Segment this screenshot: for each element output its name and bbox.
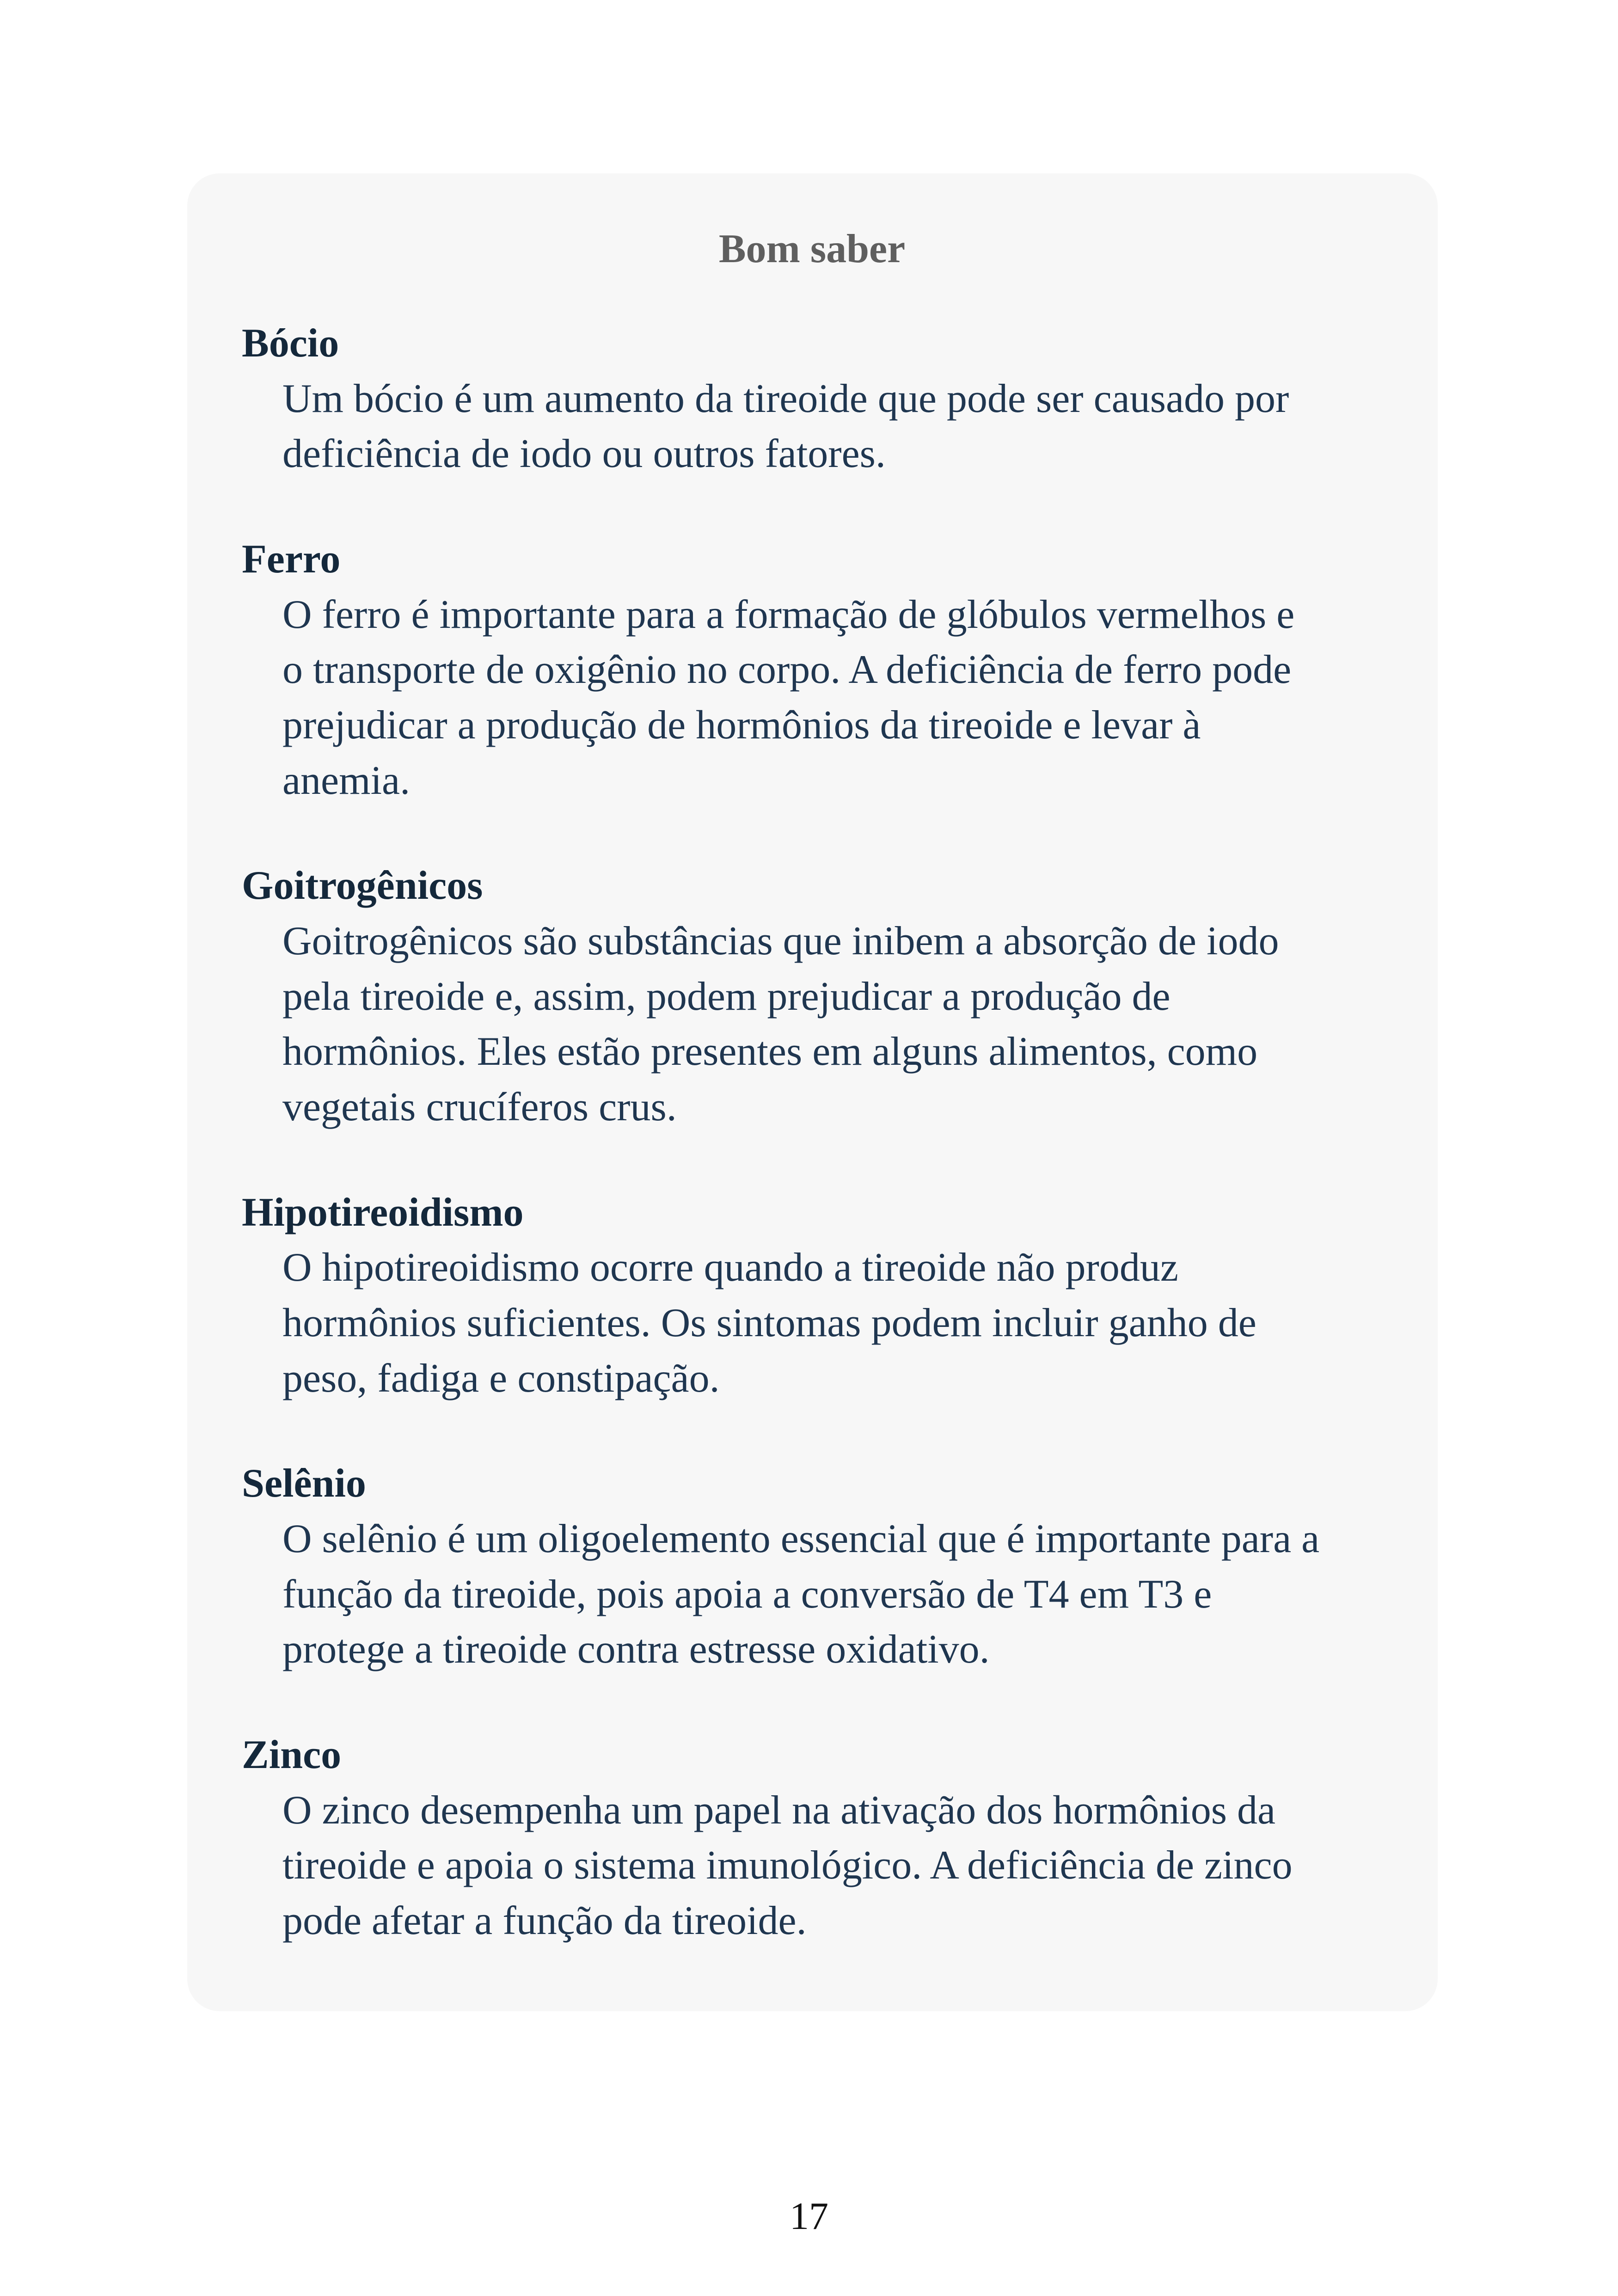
glossary-entry-zinco: [242, 1727, 1382, 1949]
box-title: Bom saber: [718, 227, 906, 271]
term-bocio: Bócio: [242, 321, 339, 366]
term-zinco: Zinco: [242, 1732, 342, 1778]
definition-hipotireoidismo: O hipotireoidismo ocorre quando a tireoide não produz hormônios suficientes. Os sintomas podem incluir ganho de peso, fadiga e constipação.: [282, 1245, 1256, 1401]
glossary-entry-selenio: [242, 1456, 1382, 1677]
term-selenio: Selênio: [242, 1461, 366, 1506]
term-hipotireoidismo: Hipotireoidismo: [242, 1190, 524, 1235]
glossary-entry-bocio: [242, 316, 1382, 482]
glossary-entry-hipotireoidismo: [242, 1185, 1382, 1406]
definition-ferro: O ferro é importante para a formação de glóbulos vermelhos e o transporte de oxigênio no corpo. A deficiência de ferro pode prejudicar a produção de hormônios da tireoide e levar à anemia.: [282, 592, 1295, 803]
definition-selenio: O selênio é um oligoelemento essencial que é importante para a função da tireoide, pois apoia a conversão de T4 em T3 e protege a tireoide contra estresse oxidativo.: [282, 1516, 1320, 1672]
term-goitrogenicos: Goitrogênicos: [242, 863, 483, 909]
term-ferro: Ferro: [242, 537, 341, 582]
definition-goitrogenicos: Goitrogênicos são substâncias que inibem a absorção de iodo pela tireoide e, assim, podem prejudicar a produção de hormônios. Eles estão presentes em alguns alimentos, como vegetais crucíferos crus.: [282, 919, 1279, 1130]
definition-bocio: Um bócio é um aumento da tireoide que pode ser causado por deficiência de iodo ou outros fatores.: [282, 376, 1289, 477]
page-number: 17: [790, 2195, 828, 2238]
definition-zinco: O zinco desempenha um papel na ativação dos hormônios da tireoide e apoia o sistema imunológico. A deficiência de zinco pode afetar a função da tireoide.: [282, 1787, 1293, 1944]
info-box: [187, 173, 1438, 2011]
glossary-entry-goitrogenicos: [242, 858, 1382, 1135]
glossary-entry-ferro: [242, 532, 1382, 808]
